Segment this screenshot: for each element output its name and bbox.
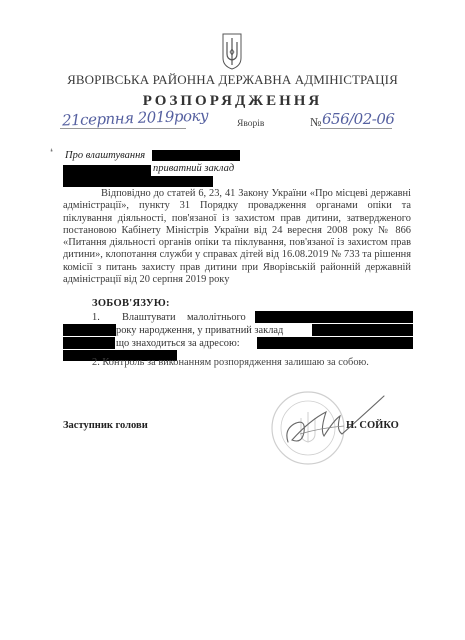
handwritten-date: 21серпня 2019року: [61, 106, 209, 130]
item1-line-3: що знаходиться за адресою:: [116, 338, 240, 349]
subject-line-2: приватний заклад: [153, 163, 235, 174]
trident-emblem-icon: [221, 32, 243, 70]
redaction-box: [63, 337, 115, 349]
redaction-box: [152, 150, 240, 161]
organization-name: ЯВОРІВСЬКА РАЙОННА ДЕРЖАВНА АДМІНІСТРАЦІЯ: [67, 72, 398, 87]
item1-word-2: малолітнього: [187, 312, 246, 323]
redaction-box: [63, 324, 116, 336]
preamble-paragraph: [63, 188, 411, 286]
document-type-title: РОЗПОРЯДЖЕННЯ: [142, 93, 323, 109]
redaction-box: [255, 311, 413, 323]
redaction-box: [63, 176, 213, 187]
number-prefix: №: [310, 115, 322, 129]
handwritten-number: 656/02-06: [322, 110, 395, 128]
number-underline: [320, 128, 392, 129]
margin-mark: ❛: [50, 147, 53, 157]
item1-number: 1.: [92, 312, 100, 323]
signatory-position: Заступник голови: [63, 420, 148, 431]
redaction-box: [63, 165, 151, 176]
redaction-box: [312, 324, 413, 336]
city-label: Яворів: [237, 119, 265, 129]
subject-line-1: Про влаштування: [65, 150, 146, 161]
redaction-box: [257, 337, 413, 349]
signatory-name: Н. СОЙКО: [346, 420, 399, 431]
preamble-text: Відповідно до статей 6, 23, 41 Закону України «Про місцеві державні адміністрації», пункту 31 Порядку провадження органами опіки та піклування діяльності, пов'язаної із захистом прав дитини, затвердженого постановою Кабінету Міністрів України від 24 вересня 2008 року № 866 «Питання діяльності органів опіки та піклування, пов'язаної із захистом прав дитини», клопотання служби у справах дітей від 16.08.2019 № 733 та рішення комісії з питань захисту прав дитини при Яворівській районній державній адміністрації від 20 серпня 2019 року: [63, 188, 411, 286]
date-underline: [60, 128, 186, 129]
item1-line-2: року народження, у приватний заклад: [116, 325, 284, 336]
item1-word-1: Влаштувати: [122, 312, 176, 323]
item2-text: 2. Контроль за виконанням розпорядження залишаю за собою.: [92, 357, 369, 368]
oblige-heading: ЗОБОВ'ЯЗУЮ:: [92, 298, 170, 309]
